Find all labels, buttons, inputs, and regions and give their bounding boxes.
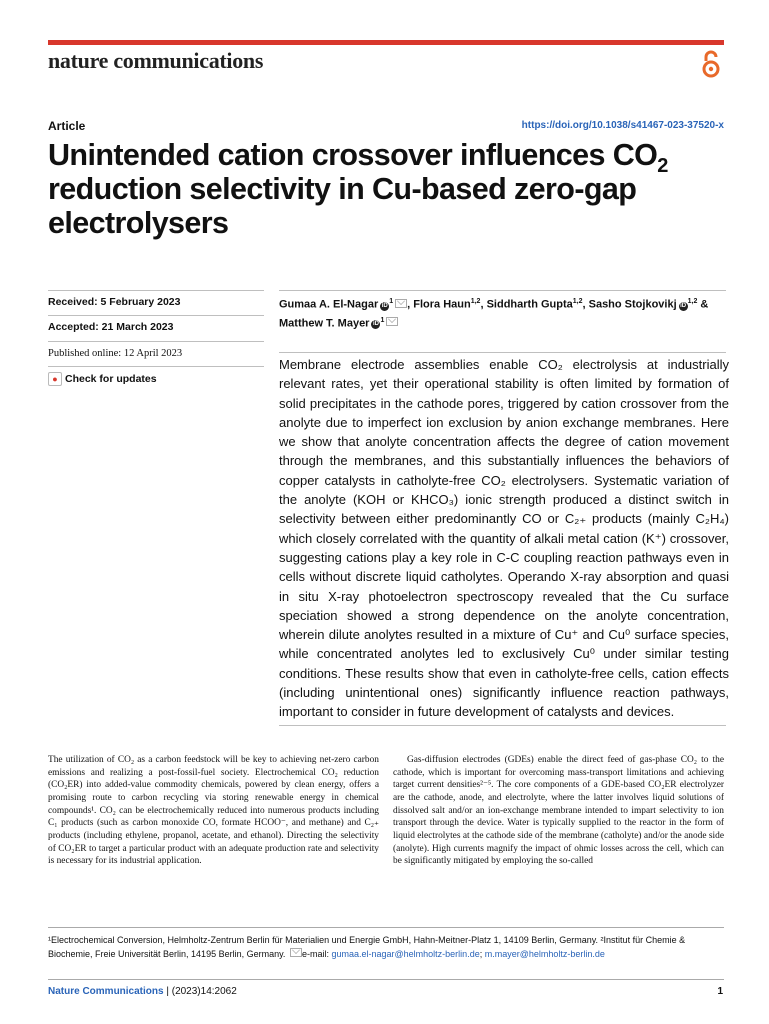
divider: [48, 979, 724, 980]
orcid-icon[interactable]: iD: [680, 302, 687, 309]
author-affiliation: 1: [389, 298, 394, 305]
divider: [48, 927, 724, 928]
author-name[interactable]: Matthew T. Mayer: [279, 317, 370, 330]
affiliations: ¹Electrochemical Conversion, Helmholtz-Zentrum Berlin für Materialien und Energie GmbH, Hahn-Meitner-Platz 1, 14109 Berlin, Germany. ²Institut für Chemie & Biochemie, Freie Universität Berlin, 14195 Berlin, Germany. e-mail: gumaa.el-nagar@helmholtz-berlin.de; m.mayer@helmholtz-berlin.de: [48, 935, 686, 959]
title-part-1: Unintended cation crossover influences CO: [48, 138, 658, 172]
footer-journal-name: Nature Communications: [48, 986, 164, 997]
email-icon[interactable]: [386, 317, 398, 326]
crossmark-icon: ●: [48, 372, 62, 386]
journal-header-rule: [48, 40, 724, 45]
intro-column-left: The utilization of CO₂ as a carbon feedstock will be key to achieving net-zero carbon emissions and realizing a post-fossil-fuel society. Electrochemical CO₂ reduction (CO₂ER) into added-value commodity chemicals, powered by clean energy, offers a promising route to carbon recycling via storing renewable energy in chemical compounds¹. CO₂ can be electrochemically reduced into numerous products including C₁ products (such as carbon monoxide CO, formate HCOO⁻, and methane) and C₂₊ products (including ethylene, propanol, acetate, and ethanol). Directing the selectivity of CO₂ER to target a particular product with an adequate production rate and selectivity is necessary for its industrial application.: [48, 755, 379, 867]
divider: [48, 366, 264, 367]
journal-name: nature communications: [48, 48, 264, 73]
check-for-updates-button[interactable]: [48, 372, 157, 386]
open-access-icon: [700, 49, 722, 79]
author-separator: ,: [480, 298, 487, 311]
author-name[interactable]: Gumaa A. El-Nagar: [279, 298, 379, 311]
author-affiliation: 1: [380, 316, 385, 324]
divider: [279, 725, 726, 726]
author-name[interactable]: Flora Haun: [413, 298, 471, 311]
orcid-icon[interactable]: iD: [381, 302, 388, 309]
footer-volume: | (2023)14:2062: [163, 986, 237, 997]
author-affiliation: 1,2: [687, 298, 698, 305]
footer-citation: [48, 986, 237, 997]
author-name[interactable]: Sasho Stojkovikj: [588, 298, 677, 311]
email-link-el-nagar[interactable]: gumaa.el-nagar@helmholtz-berlin.de: [331, 949, 480, 959]
author-separator: &: [697, 298, 709, 311]
author-affiliation: 1,2: [572, 298, 583, 305]
email-label: e-mail:: [301, 949, 329, 959]
divider: [279, 290, 726, 291]
received-date: Received: 5 February 2023: [48, 296, 181, 308]
divider: [48, 341, 264, 342]
affiliation-text: ¹Electrochemical Conversion, Helmholtz-Zentrum Berlin für Materialien und Energie GmbH, Hahn-Meitner-Platz 1, 14109 Berlin, Germany. ²Institut für Chemie & Biochemie, Freie Universität Berlin, 14195 Berlin, Germany.: [48, 935, 686, 959]
intro-column-right: Gas-diffusion electrodes (GDEs) enable the direct feed of gas-phase CO₂ to the cathode, which is important for overcoming mass-transport limitations and achieving target current densities²⁻⁵. The core components of a GDE-based CO₂ER electrolyzer are the cathode, anode, and electrolyte, where the latter involves liquid solutions of dissolved salt and/or an ion-exchange membrane intended to impart selectivity to ion transport through the device. Water is typically supplied to the reactor in the form of liquid electrolytes at the cathode side of the membrane (catholyte) and/or the anode side (anolyte). High currents magnify the impact of ohmic losses across the cell, which can be significantly mitigated by employing the so-called: [393, 755, 724, 867]
divider: [279, 352, 726, 353]
author-affiliation: 1,2: [470, 298, 481, 305]
doi-link[interactable]: https://doi.org/10.1038/s41467-023-37520-x: [521, 120, 724, 131]
author-name[interactable]: Siddharth Gupta: [486, 298, 573, 311]
title-subscript: 2: [657, 155, 668, 178]
email-icon[interactable]: [395, 299, 407, 308]
check-for-updates-label: Check for updates: [65, 373, 157, 385]
abstract: Membrane electrode assemblies enable CO₂ electrolysis at industrially relevant rates, yet their operational stability is often limited by formation of solid precipitates in the cathode pores, triggered by cation crossover from the anolyte due to imperfect ion exclusion by anion exchange membranes. Here we show that anolyte concentration affects the degree of cation movement through the membranes, and this substantially influences the behaviors of copper catalysts in catholyte-free CO₂ electrolysers. Systematic variation of the anolyte (KOH or KHCO₃) ionic strength produced a distinct switch in selectivity between either predominantly CO or C₂₊ products (mainly C₂H₄) which closely correlated with the quantity of alkali metal cation (K⁺) crossover, suggesting cations play a key role in C-C coupling reaction pathways even in cells without discrete liquid catholytes. Operando X-ray absorption and quasi in situ X-ray photoelectron spectroscopy revealed that the Cu surface speciation showed a strong dependence on the anolyte concentration, wherein dilute anolytes resulted in a mixture of Cu⁺ and Cu⁰ surface species, while concentrated anolytes led to exclusively Cu⁰ under similar testing conditions. These results show that even in catholyte-free cells, cation effects (including unintentional ones) significantly influence reaction pathways, important to consider in future development of catalysts and devices.: [279, 357, 729, 720]
article-type: Article: [48, 119, 86, 133]
divider: [48, 315, 264, 316]
title-part-2: reduction selectivity in Cu-based zero-gap electrolysers: [48, 172, 637, 240]
author-list: [279, 294, 729, 331]
accepted-date: Accepted: 21 March 2023: [48, 321, 174, 333]
divider: [48, 290, 264, 291]
published-date: Published online: 12 April 2023: [48, 348, 183, 359]
article-title: [48, 138, 738, 240]
page-number: 1: [717, 986, 723, 997]
author-separator: ,: [582, 298, 589, 311]
email-link-mayer[interactable]: m.mayer@helmholtz-berlin.de: [484, 949, 605, 959]
author-separator: ,: [407, 298, 414, 311]
email-icon: [290, 948, 302, 957]
orcid-icon[interactable]: iD: [372, 321, 379, 328]
